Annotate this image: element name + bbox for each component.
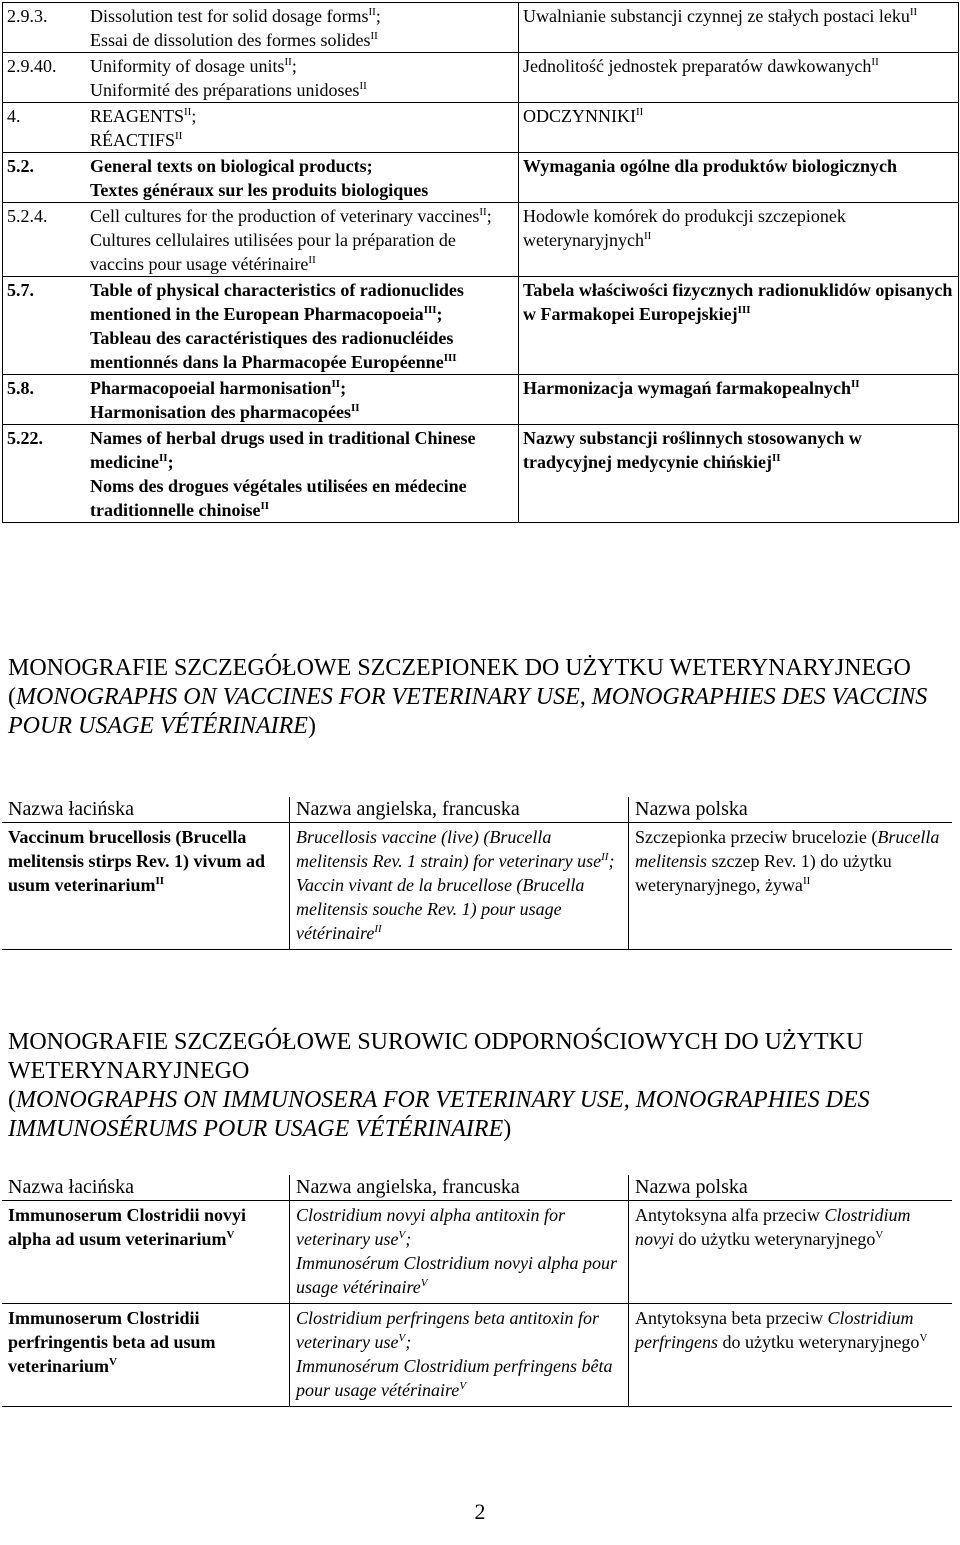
section-title-en: [90, 376, 514, 400]
english-name-text: Clostridium perfringens beta antitoxin for veterinary use: [296, 1308, 600, 1352]
title-pl-text: Uwalnianie substancji czynnej ze stałych postaci leku: [523, 6, 910, 26]
section-title-pl: [523, 3, 954, 28]
section-row: [3, 203, 959, 277]
superscript: II: [331, 378, 341, 390]
section-number: 4.: [7, 106, 21, 126]
section-entry: [7, 375, 514, 424]
latin-name: [8, 1205, 246, 1249]
sections-table: [2, 2, 959, 523]
section-title-en: [90, 278, 514, 326]
superscript: II: [370, 30, 378, 42]
column-header-latin: Nazwa łacińska: [2, 1175, 290, 1201]
section-entry: [7, 277, 514, 374]
superscript: III: [737, 304, 751, 316]
section-title-fr: [90, 228, 514, 276]
section-title-pl: [523, 375, 954, 400]
english-name-end: ;: [405, 1332, 412, 1352]
title-en-text: Dissolution test for solid dosage forms: [90, 6, 369, 26]
section-left-cell: [3, 3, 519, 53]
immunosera-table: [2, 1175, 952, 1407]
section-title: [90, 54, 514, 102]
superscript: V: [226, 1229, 235, 1241]
superscript: II: [601, 851, 609, 863]
title-pl-text: Hodowle komórek do produkcji szczepionek weterynaryjnych: [523, 206, 846, 250]
polish-name-text: Antytoksyna beta przeciw: [635, 1308, 828, 1328]
section-title-en: [90, 204, 514, 228]
column-header-en-fr: Nazwa angielska, francuska: [290, 797, 629, 823]
english-name: [296, 1306, 622, 1354]
section-row: [3, 53, 959, 103]
en-fr-name-cell: [290, 1304, 629, 1407]
title-pl-text: Tabela właściwości fizycznych radionuklidów opisanych w Farmakopei Europejskiej: [523, 280, 953, 324]
monograph-row: [2, 1304, 952, 1407]
section-number: 5.22.: [7, 428, 43, 448]
title-en-text: REAGENTS: [90, 106, 184, 126]
superscript: II: [871, 56, 879, 68]
superscript: II: [155, 875, 165, 887]
section-entry: [7, 53, 514, 102]
title-fr-text: Noms des drogues végétales utilisées en médecine traditionnelle chinoise: [90, 476, 467, 520]
superscript: II: [850, 378, 860, 390]
section-row: [3, 277, 959, 375]
title-en-end: ;: [340, 378, 347, 398]
section-title: [90, 204, 514, 276]
french-name: [296, 1251, 622, 1299]
section-title-pl: [523, 425, 954, 474]
en-fr-name-cell: [290, 1201, 629, 1304]
superscript: V: [875, 1229, 884, 1241]
superscript: II: [479, 206, 487, 218]
column-header-en-fr: Nazwa angielska, francuska: [290, 1175, 629, 1201]
title-fr-text: Textes généraux sur les produits biologiques: [90, 180, 429, 200]
english-name-text: Brucellosis vaccine (live) (Brucella melitensis Rev. 1 strain) for veterinary use: [296, 827, 602, 871]
french-name-text: Immunosérum Clostridium perfringens bêta pour usage vétérinaire: [296, 1356, 613, 1400]
superscript: II: [909, 6, 918, 18]
superscript: III: [423, 304, 437, 316]
section-title-fr: [90, 326, 514, 374]
superscript: II: [802, 875, 811, 887]
section-title-en: [90, 54, 514, 78]
polish-name-text: Antytoksyna alfa przeciw: [635, 1205, 825, 1225]
superscript: II: [184, 106, 192, 118]
section-title: [90, 426, 514, 522]
section-title-pl: [523, 103, 954, 128]
superscript: II: [359, 80, 367, 92]
title-en-text: Table of physical characteristics of radionuclides mentioned in the European Pharmacopoeia: [90, 280, 464, 324]
title-fr-text: Cultures cellulaires utilisées pour la préparation de vaccins pour usage vétérinaire: [90, 230, 456, 274]
superscript: II: [308, 254, 316, 266]
section-row: [3, 3, 959, 53]
french-name-text: Vaccin vivant de la brucellose (Brucella melitensis souche Rev. 1) pour usage vétérinaire: [296, 875, 585, 943]
superscript: II: [374, 923, 382, 935]
french-name: [296, 873, 622, 945]
polish-name-cell: [629, 823, 953, 950]
superscript: V: [398, 1332, 406, 1344]
title-fr-text: Tableau des caractéristiques des radionucléides mentionnés dans la Pharmacopée Européenne: [90, 328, 454, 372]
latin-name: [8, 827, 265, 895]
section-polish-cell: [519, 277, 959, 375]
section-left-cell: [3, 53, 519, 103]
section-title-en: [90, 426, 514, 474]
column-header-pl: Nazwa polska: [629, 797, 953, 823]
title-en-text: General texts on biological products;: [90, 156, 373, 176]
latin-name-text: Immunoserum Clostridii novyi alpha ad usum veterinarium: [8, 1205, 247, 1249]
latin-name-cell: [2, 823, 290, 950]
polish-name-text: Szczepionka przeciw brucelozie (: [635, 827, 878, 847]
superscript: II: [159, 452, 168, 464]
section-title-en: [90, 4, 514, 28]
title-pl-text: Wymagania ogólne dla produktów biologicznych: [523, 156, 898, 176]
column-header-latin: Nazwa łacińska: [2, 797, 290, 823]
title-pl-text: ODCZYNNIKI: [523, 106, 636, 126]
superscript: V: [420, 1277, 428, 1289]
section-title-fr: [90, 28, 514, 52]
section-title-en: [90, 154, 514, 178]
section-title: [90, 4, 514, 52]
latin-name-text: Vaccinum brucellosis (Brucella melitensis stirps Rev. 1) vivum ad usum veterinarium: [8, 827, 266, 895]
title-fr-text: Uniformité des préparations unidoses: [90, 80, 360, 100]
vaccines-heading-pl: MONOGRAFIE SZCZEGÓŁOWE SZCZEPIONEK DO UŻYTKU WETERYNARYJNEGO: [8, 655, 911, 681]
superscript: V: [459, 1380, 467, 1392]
immunosera-heading-en-fr: (MONOGRAPHS ON IMMUNOSERA FOR VETERINARY USE, MONOGRAPHIES DES IMMUNOSÉRUMS POUR USAGE VÉTÉRINAIRE): [8, 1087, 870, 1142]
english-name: [296, 825, 622, 873]
title-en-text: Uniformity of dosage units: [90, 56, 285, 76]
polish-name-cell: [629, 1201, 953, 1304]
section-left-cell: [3, 153, 519, 203]
title-en-text: Pharmacopoeial harmonisation: [90, 378, 332, 398]
title-fr-text: Harmonisation des pharmacopées: [90, 402, 351, 422]
column-header-pl: Nazwa polska: [629, 1175, 953, 1201]
section-number: 2.9.3.: [7, 6, 48, 26]
polish-name-text-end: do użytku weterynaryjnego: [673, 1229, 876, 1249]
superscript: III: [443, 352, 457, 364]
section-row: [3, 153, 959, 203]
section-entry: [7, 3, 514, 52]
section-title-pl: [523, 53, 954, 78]
vaccines-heading-en-fr: (MONOGRAPHS ON VACCINES FOR VETERINARY USE, MONOGRAPHIES DES VACCINS POUR USAGE VÉTÉRINAIRE): [8, 684, 928, 739]
section-title: [90, 104, 514, 152]
section-row: [3, 103, 959, 153]
polish-name-italic: Clostridium perfringens: [635, 1308, 914, 1352]
section-entry: [7, 425, 514, 522]
section-left-cell: [3, 375, 519, 425]
immunosera-heading: [8, 1028, 958, 1144]
latin-name-cell: [2, 1201, 290, 1304]
section-left-cell: [3, 277, 519, 375]
superscript: II: [284, 56, 292, 68]
superscript: II: [643, 230, 652, 242]
section-number: 2.9.40.: [7, 56, 57, 76]
section-title-fr: [90, 400, 514, 424]
section-number: 5.8.: [7, 378, 34, 398]
section-polish-cell: [519, 203, 959, 277]
superscript: II: [771, 452, 781, 464]
english-name-end: ;: [608, 851, 615, 871]
section-left-cell: [3, 425, 519, 523]
title-pl-text: Nazwy substancji roślinnych stosowanych w tradycyjnej medycynie chińskiej: [523, 428, 862, 472]
section-title-fr: [90, 128, 514, 152]
title-en-end: ;: [291, 56, 297, 76]
section-polish-cell: [519, 103, 959, 153]
section-title-pl: [523, 153, 954, 178]
title-en-end: ;: [486, 206, 492, 226]
section-title-fr: [90, 78, 514, 102]
section-polish-cell: [519, 153, 959, 203]
en-fr-name-cell: [290, 823, 629, 950]
section-title-pl: [523, 277, 954, 326]
title-en-end: ;: [167, 452, 174, 472]
section-title: [90, 154, 514, 202]
title-en-end: ;: [191, 106, 197, 126]
section-title: [90, 278, 514, 374]
polish-name-text-end: do użytku weterynaryjnego: [718, 1332, 920, 1352]
section-number: 5.7.: [7, 280, 34, 300]
english-name: [296, 1203, 622, 1251]
immunosera-heading-pl: MONOGRAFIE SZCZEGÓŁOWE SUROWIC ODPORNOŚCIOWYCH DO UŻYTKU WETERYNARYJNEGO: [8, 1029, 864, 1084]
title-pl-text: Harmonizacja wymagań farmakopealnych: [523, 378, 851, 398]
title-en-end: ;: [375, 6, 381, 26]
title-fr-text: RÉACTIFS: [90, 130, 176, 150]
section-number: 5.2.: [7, 156, 34, 176]
section-entry: [7, 203, 514, 276]
section-polish-cell: [519, 3, 959, 53]
title-en-text: Names of herbal drugs used in traditional Chinese medicine: [90, 428, 476, 472]
latin-name: [8, 1308, 216, 1376]
section-polish-cell: [519, 425, 959, 523]
title-pl-text: Jednolitość jednostek preparatów dawkowanych: [523, 56, 872, 76]
title-en-end: ;: [436, 304, 443, 324]
section-entry: [7, 153, 514, 202]
polish-name-italic: Brucella melitensis: [635, 827, 940, 871]
section-polish-cell: [519, 53, 959, 103]
superscript: II: [175, 130, 183, 142]
polish-name-text-end: szczep Rev. 1) do użytku weterynaryjnego, żywa: [635, 851, 892, 895]
section-row: [3, 375, 959, 425]
superscript: V: [108, 1356, 117, 1368]
section-title-pl: [523, 203, 954, 252]
section-title: [90, 376, 514, 424]
section-number: 5.2.4.: [7, 206, 48, 226]
section-entry: [7, 103, 514, 152]
english-name-end: ;: [405, 1229, 412, 1249]
superscript: V: [919, 1332, 928, 1344]
section-polish-cell: [519, 375, 959, 425]
section-title-en: [90, 104, 514, 128]
monograph-row: [2, 1201, 952, 1304]
superscript: II: [635, 106, 644, 118]
title-fr-text: Essai de dissolution des formes solides: [90, 30, 371, 50]
section-title-fr: [90, 178, 514, 202]
latin-name-text: Immunoserum Clostridii perfringentis beta ad usum veterinarium: [8, 1308, 216, 1376]
english-name-text: Clostridium novyi alpha antitoxin for veterinary use: [296, 1205, 565, 1249]
section-title-fr: [90, 474, 514, 522]
page-number: 2: [474, 1499, 486, 1524]
title-en-text: Cell cultures for the production of veterinary vaccines: [90, 206, 480, 226]
superscript: V: [398, 1229, 406, 1241]
latin-name-cell: [2, 1304, 290, 1407]
superscript: II: [260, 500, 270, 512]
polish-name-cell: [629, 1304, 953, 1407]
french-name: [296, 1354, 622, 1402]
polish-name-italic: Clostridium novyi: [635, 1205, 911, 1249]
french-name-text: Immunosérum Clostridium novyi alpha pour usage vétérinaire: [296, 1253, 617, 1297]
vaccines-table: [2, 797, 952, 950]
section-row: [3, 425, 959, 523]
vaccines-heading: [8, 654, 958, 741]
superscript: II: [351, 402, 360, 414]
monograph-row: [2, 823, 952, 950]
section-left-cell: [3, 203, 519, 277]
superscript: II: [368, 6, 376, 18]
section-left-cell: [3, 103, 519, 153]
